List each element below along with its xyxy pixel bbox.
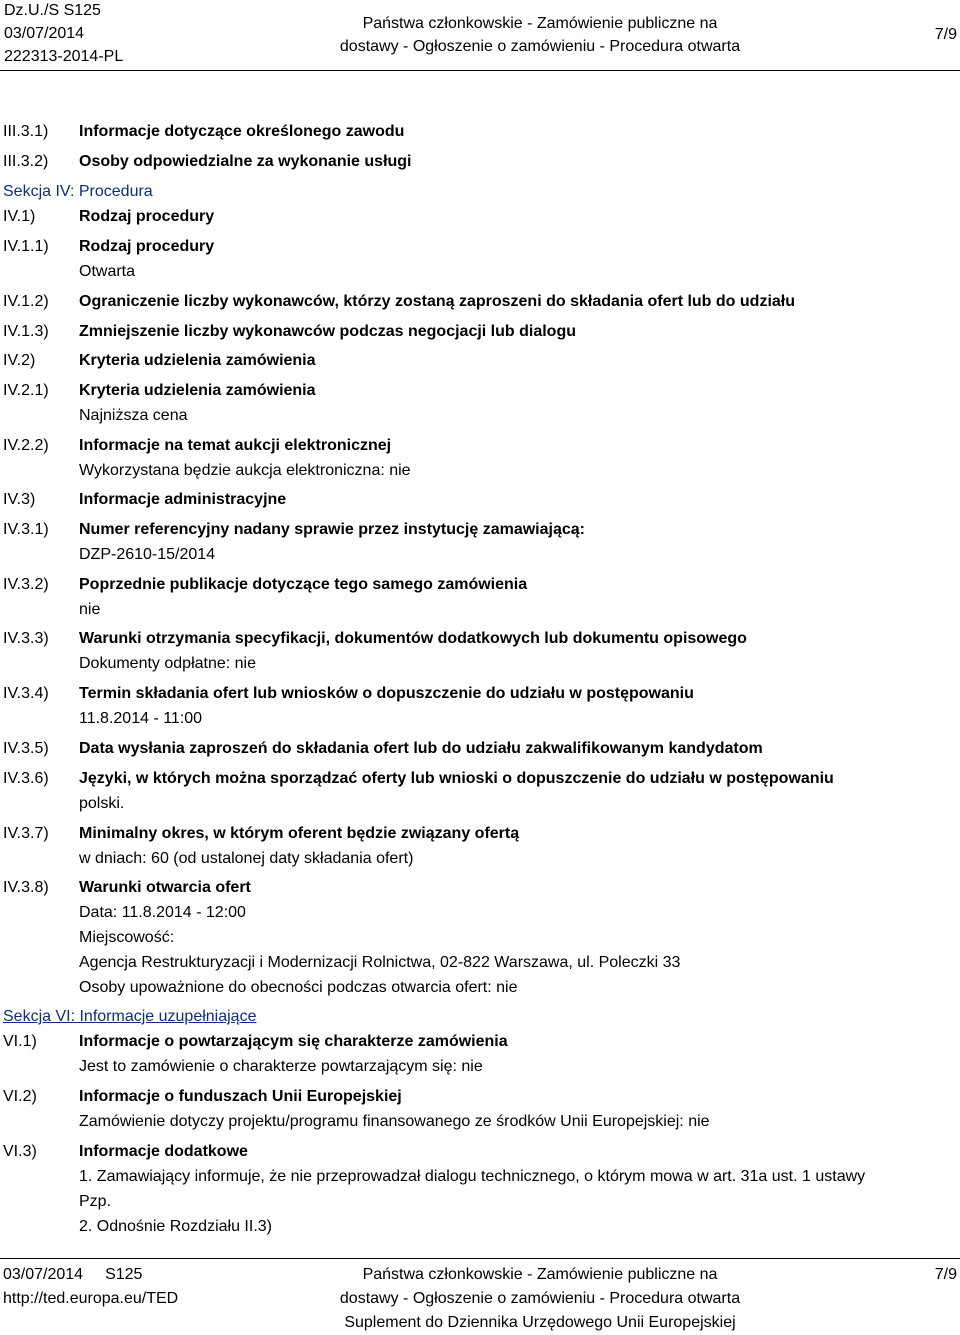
item-title: Informacje o funduszach Unii Europejskiej <box>79 1088 402 1105</box>
header-title-line2: dostawy - Ogłoszenie o zamówieniu - Procedura otwarta <box>339 38 741 55</box>
footer-issue: S125 <box>105 1266 143 1283</box>
item-value: Agencja Restrukturyzacji i Modernizacji Rolnictwa, 02-822 Warszawa, ul. Poleczki 33 <box>79 954 681 971</box>
item-value: Data: 11.8.2014 - 12:00 <box>79 904 246 921</box>
item-number: IV.3.6) <box>3 770 49 787</box>
journal-ref: Dz.U./S S125 <box>4 2 101 19</box>
item-title: Informacje na temat aukcji elektronicznej <box>79 437 392 454</box>
header-left <box>4 0 123 68</box>
section-heading-vi <box>3 1004 256 1029</box>
header-title <box>240 12 840 58</box>
item-number: IV.3.1) <box>3 521 49 538</box>
footer-title-line1: Państwa członkowskie - Zamówienie publiczne na <box>362 1266 718 1283</box>
item-number: III.3.2) <box>3 153 49 170</box>
footer-divider <box>0 1258 960 1259</box>
footer-date: 03/07/2014 <box>3 1266 84 1283</box>
item-number: VI.2) <box>3 1088 37 1105</box>
item-title: Minimalny okres, w którym oferent będzie związany ofertą <box>79 825 520 842</box>
item-number: IV.3.5) <box>3 740 49 757</box>
item-value: w dniach: 60 (od ustalonej daty składania ofert) <box>79 850 414 867</box>
footer-page-number: 7/9 <box>934 1266 957 1283</box>
item-title: Osoby odpowiedzialne za wykonanie usługi <box>79 153 412 170</box>
item-value: nie <box>79 601 101 618</box>
footer-title-line3: Suplement do Dziennika Urzędowego Unii Europejskiej <box>344 1314 736 1331</box>
item-title: Kryteria udzielenia zamówienia <box>79 352 316 369</box>
item-title: Termin składania ofert lub wniosków o dopuszczenie do udziału w postępowaniu <box>79 685 694 702</box>
item-value: Miejscowość: <box>79 929 175 946</box>
item-number: IV.3.4) <box>3 685 49 702</box>
item-value: Wykorzystana będzie aukcja elektroniczna: nie <box>79 462 411 479</box>
item-number: IV.2) <box>3 352 36 369</box>
item-number: IV.1) <box>3 208 36 225</box>
item-value: DZP-2610-15/2014 <box>79 546 216 563</box>
item-number: VI.1) <box>3 1033 37 1050</box>
section-heading-vi-text: Sekcja VI: Informacje uzupełniające <box>3 1008 257 1025</box>
header-title-line1: Państwa członkowskie - Zamówienie publiczne na <box>362 15 718 32</box>
item-number: IV.1.2) <box>3 293 49 310</box>
item-value: Dokumenty odpłatne: nie <box>79 655 256 672</box>
item-title: Zmniejszenie liczby wykonawców podczas negocjacji lub dialogu <box>79 323 576 340</box>
item-title: Rodzaj procedury <box>79 208 215 225</box>
header-divider <box>0 70 960 71</box>
item-value: Pzp. <box>79 1193 112 1210</box>
item-title: Informacje o powtarzającym się charakterze zamówienia <box>79 1033 508 1050</box>
item-title: Kryteria udzielenia zamówienia <box>79 382 316 399</box>
item-title: Języki, w których można sporządzać oferty lub wnioski o dopuszczenie do udziału w postępowaniu <box>79 770 834 787</box>
item-number: IV.1.1) <box>3 238 49 255</box>
item-number: IV.3.3) <box>3 630 49 647</box>
footer-title-line2: dostawy - Ogłoszenie o zamówieniu - Procedura otwarta <box>339 1290 741 1307</box>
item-value: Najniższa cena <box>79 407 188 424</box>
item-title: Poprzednie publikacje dotyczące tego samego zamówienia <box>79 576 528 593</box>
header-date: 03/07/2014 <box>4 25 85 42</box>
item-number: IV.3) <box>3 491 36 508</box>
footer-title <box>240 1263 840 1335</box>
item-title: Informacje administracyjne <box>79 491 287 508</box>
item-value: 1. Zamawiający informuje, że nie przeprowadzał dialogu technicznego, o którym mowa w art. 31a ust. 1 ustawy <box>79 1168 866 1185</box>
item-number: IV.3.7) <box>3 825 49 842</box>
footer-date-issue <box>3 1263 142 1286</box>
item-value: polski. <box>79 795 125 812</box>
item-value: Jest to zamówienie o charakterze powtarzającym się: nie <box>79 1058 483 1075</box>
doc-number: 222313-2014-PL <box>4 48 124 65</box>
item-number: IV.1.3) <box>3 323 49 340</box>
item-value: Zamówienie dotyczy projektu/programu finansowanego ze środków Unii Europejskiej: nie <box>79 1113 710 1130</box>
item-title: Rodzaj procedury <box>79 238 215 255</box>
item-value: 11.8.2014 - 11:00 <box>79 710 203 727</box>
item-value: 2. Odnośnie Rozdziału II.3) <box>79 1218 272 1235</box>
item-number: VI.3) <box>3 1143 37 1160</box>
item-title: Informacje dotyczące określonego zawodu <box>79 123 405 140</box>
item-title: Data wysłania zaproszeń do składania ofert lub do udziału zakwalifikowanym kandydatom <box>79 740 763 757</box>
item-title: Warunki otrzymania specyfikacji, dokumentów dodatkowych lub dokumentu opisowego <box>79 630 747 647</box>
item-number: IV.3.2) <box>3 576 49 593</box>
item-number: IV.3.8) <box>3 879 49 896</box>
section-heading-iv: Sekcja IV: Procedura <box>3 183 153 200</box>
footer-url[interactable]: http://ted.europa.eu/TED <box>3 1290 179 1307</box>
item-title: Numer referencyjny nadany sprawie przez instytucję zamawiającą: <box>79 521 585 538</box>
item-title: Informacje dodatkowe <box>79 1143 248 1160</box>
item-number: IV.2.1) <box>3 382 49 399</box>
item-number: IV.2.2) <box>3 437 49 454</box>
item-title: Warunki otwarcia ofert <box>79 879 251 896</box>
header-page-number: 7/9 <box>934 26 957 43</box>
item-title: Ograniczenie liczby wykonawców, którzy zostaną zaproszeni do składania ofert lub do udziału <box>79 293 795 310</box>
item-value: Osoby upoważnione do obecności podczas otwarcia ofert: nie <box>79 979 518 996</box>
item-number: III.3.1) <box>3 123 49 140</box>
item-value: Otwarta <box>79 263 136 280</box>
